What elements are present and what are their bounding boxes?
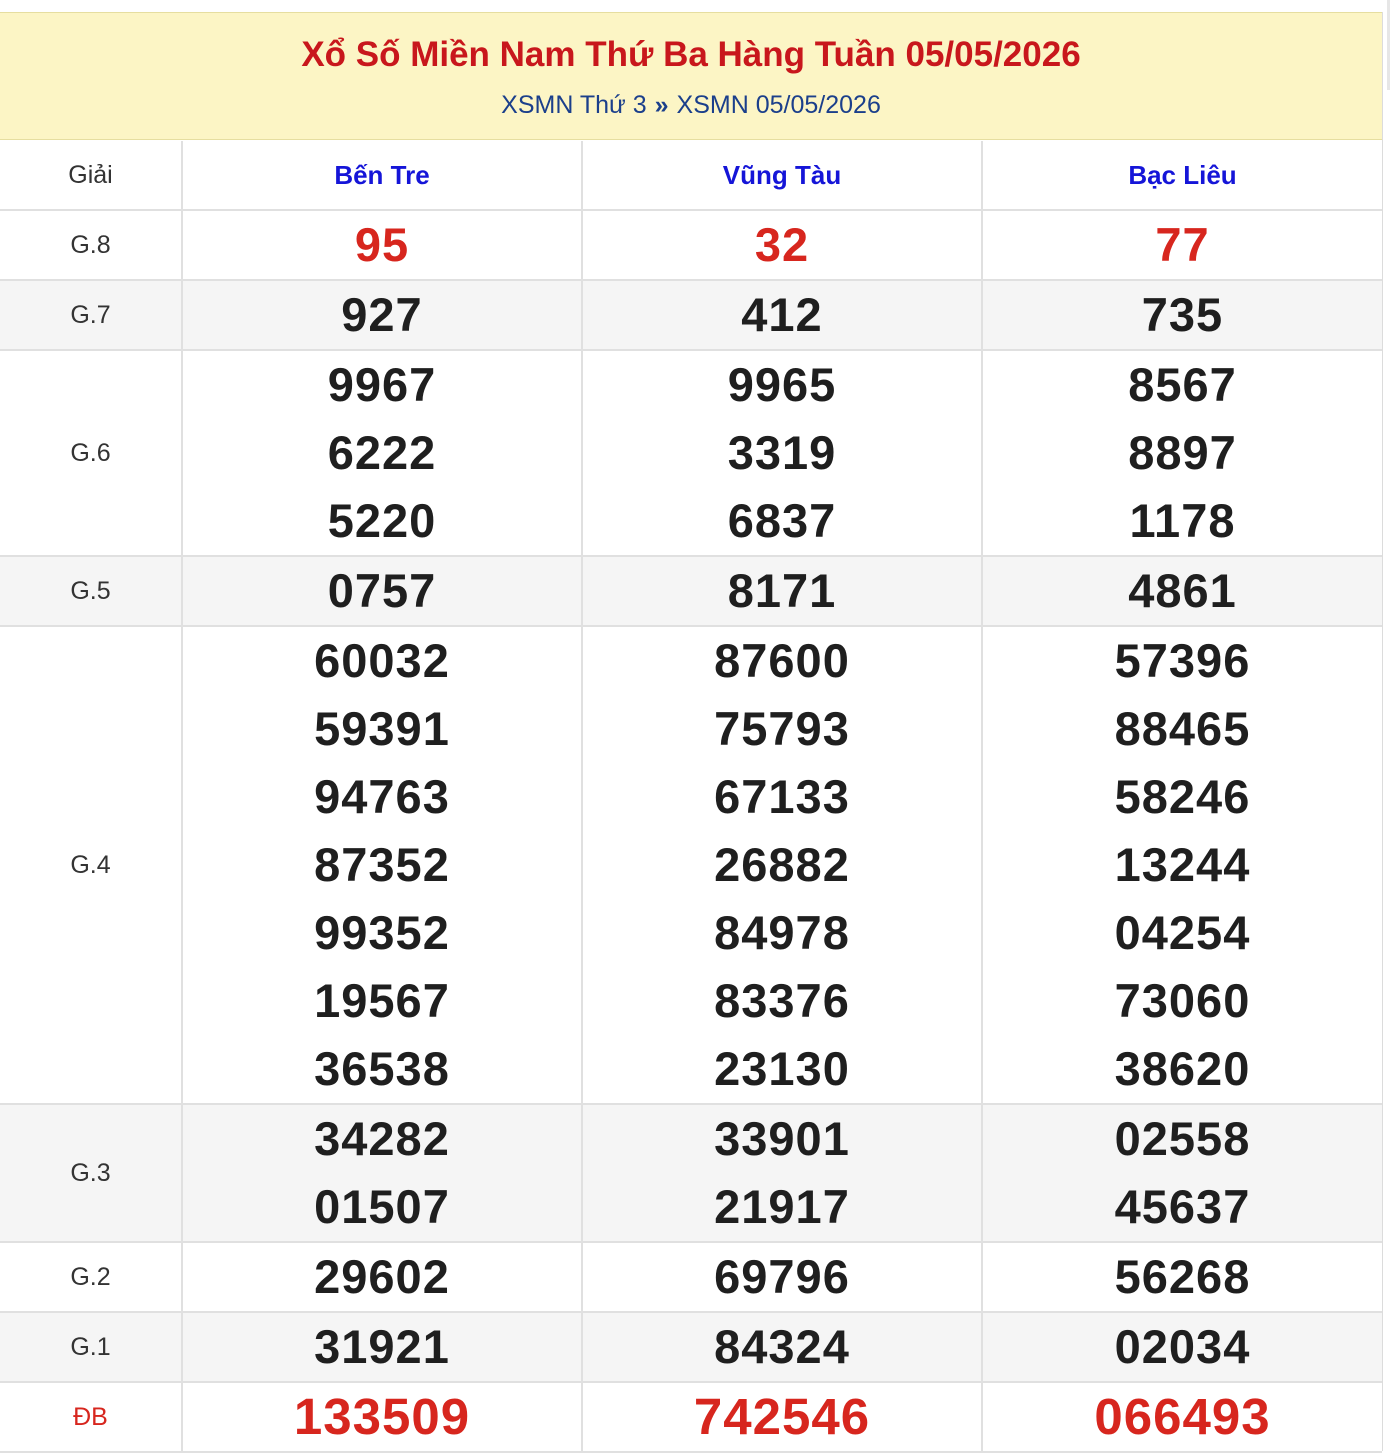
breadcrumb-link-xsmn-date[interactable]: XSMN 05/05/2026 — [676, 91, 881, 119]
prize-number: 75793 — [714, 702, 850, 755]
prize-number: 8897 — [1128, 426, 1237, 479]
prize-number: 33901 — [714, 1112, 850, 1165]
prize-cell — [182, 1312, 582, 1382]
prize-cell — [982, 626, 1382, 1104]
prize-cell — [982, 280, 1382, 350]
prize-label: G.3 — [0, 1104, 182, 1242]
prize-row-g5 — [0, 556, 1382, 626]
prize-number: 58246 — [1114, 770, 1251, 823]
prize-label: G.8 — [0, 210, 182, 280]
special-prize-number: 742546 — [693, 1388, 871, 1445]
prize-number: 21917 — [714, 1180, 850, 1233]
prize-number: 26882 — [714, 838, 850, 891]
province-header-ben-tre[interactable]: Bến Tre — [182, 141, 582, 210]
prize-cell — [582, 350, 982, 556]
prize-number: 84978 — [714, 906, 850, 959]
prize-cell — [982, 210, 1382, 280]
prize-number: 927 — [341, 288, 423, 341]
prize-row-g2 — [0, 1242, 1382, 1312]
breadcrumb-separator: » — [654, 91, 669, 119]
prize-number: 69796 — [714, 1250, 850, 1303]
prize-cell — [182, 1382, 582, 1452]
prize-number: 01507 — [314, 1180, 450, 1233]
prize-cell — [982, 556, 1382, 626]
prize-number: 32 — [754, 218, 810, 271]
prize-number: 34282 — [314, 1112, 450, 1165]
prize-number: 23130 — [714, 1042, 850, 1095]
prize-label: G.7 — [0, 280, 182, 350]
prize-number: 8171 — [727, 564, 837, 617]
prize-number: 735 — [1141, 288, 1224, 341]
prize-row-g7 — [0, 280, 1382, 350]
results-header — [0, 12, 1382, 140]
prize-cell — [582, 1312, 982, 1382]
prize-row-db — [0, 1382, 1382, 1452]
prize-number: 02034 — [1114, 1320, 1251, 1373]
breadcrumb-link-xsmn-thu-3[interactable]: XSMN Thứ 3 — [501, 91, 647, 119]
prize-row-g8 — [0, 210, 1382, 280]
prize-number: 02558 — [1114, 1112, 1251, 1165]
results-table — [0, 141, 1382, 1453]
prize-number: 13244 — [1114, 838, 1251, 891]
prize-cell — [182, 1242, 582, 1312]
special-prize-number: 133509 — [293, 1388, 471, 1445]
prize-cell — [982, 1242, 1382, 1312]
prize-row-g4 — [0, 626, 1382, 1104]
prize-number: 0757 — [327, 564, 437, 617]
prize-number: 99352 — [314, 906, 450, 959]
prize-number: 1178 — [1129, 494, 1236, 547]
prize-number: 83376 — [714, 974, 850, 1027]
prize-label: G.4 — [0, 626, 182, 1104]
page-title: Xổ Số Miền Nam Thứ Ba Hàng Tuần 05/05/2026 — [301, 35, 1081, 74]
prize-number: 29602 — [314, 1250, 450, 1303]
prize-label: G.1 — [0, 1312, 182, 1382]
prize-number: 31921 — [314, 1320, 450, 1373]
prize-number: 3319 — [727, 426, 837, 479]
prize-number: 19567 — [314, 974, 450, 1027]
prize-number: 73060 — [1114, 974, 1251, 1027]
prize-number: 8567 — [1128, 358, 1237, 411]
scrollbar-thumb[interactable] — [1387, 0, 1390, 90]
prize-cell — [582, 1104, 982, 1242]
province-header-bac-lieu[interactable]: Bạc Liêu — [982, 141, 1382, 210]
prize-cell — [182, 350, 582, 556]
prize-number: 88465 — [1114, 702, 1251, 755]
prize-number: 45637 — [1114, 1180, 1251, 1233]
prize-number: 9965 — [727, 358, 837, 411]
prize-cell — [582, 1242, 982, 1312]
prize-number: 87600 — [714, 634, 850, 687]
prize-number: 38620 — [1114, 1042, 1251, 1095]
prize-row-g3 — [0, 1104, 1382, 1242]
prize-label: G.5 — [0, 556, 182, 626]
page-scrollbar[interactable] — [1386, 0, 1393, 1451]
prize-number: 87352 — [314, 838, 450, 891]
prize-cell — [582, 210, 982, 280]
prize-number: 4861 — [1128, 564, 1237, 617]
prize-number: 94763 — [314, 770, 450, 823]
prize-number: 59391 — [314, 702, 450, 755]
prize-row-g1 — [0, 1312, 1382, 1382]
prize-cell — [182, 556, 582, 626]
prize-number: 56268 — [1114, 1250, 1251, 1303]
prize-column-header: Giải — [0, 141, 182, 210]
prize-cell — [182, 210, 582, 280]
prize-number: 60032 — [314, 634, 450, 687]
prize-cell — [982, 1104, 1382, 1242]
prize-cell — [582, 280, 982, 350]
province-header-vung-tau[interactable]: Vũng Tàu — [582, 141, 982, 210]
prize-number: 412 — [741, 288, 823, 341]
prize-number: 6837 — [727, 494, 837, 547]
prize-number: 04254 — [1114, 906, 1251, 959]
prize-cell — [182, 280, 582, 350]
prize-cell — [582, 556, 982, 626]
special-prize-number: 066493 — [1094, 1388, 1271, 1445]
prize-number: 36538 — [314, 1042, 450, 1095]
breadcrumb — [0, 90, 1382, 120]
prize-cell — [182, 1104, 582, 1242]
prize-cell — [982, 1382, 1382, 1452]
prize-row-g6 — [0, 350, 1382, 556]
prize-number: 5220 — [327, 494, 437, 547]
prize-number: 6222 — [327, 426, 437, 479]
lottery-results-panel — [0, 12, 1383, 1451]
prize-label-special: ĐB — [0, 1382, 182, 1452]
prize-label: G.2 — [0, 1242, 182, 1312]
prize-number: 67133 — [714, 770, 850, 823]
prize-label: G.6 — [0, 350, 182, 556]
prize-cell — [982, 350, 1382, 556]
prize-cell — [582, 626, 982, 1104]
table-header-row — [0, 141, 1382, 210]
prize-number: 77 — [1155, 218, 1210, 271]
prize-number: 9967 — [327, 358, 437, 411]
prize-number: 95 — [354, 218, 410, 271]
prize-number: 57396 — [1114, 634, 1251, 687]
prize-cell — [182, 626, 582, 1104]
prize-cell — [982, 1312, 1382, 1382]
prize-cell — [582, 1382, 982, 1452]
prize-number: 84324 — [714, 1320, 850, 1373]
